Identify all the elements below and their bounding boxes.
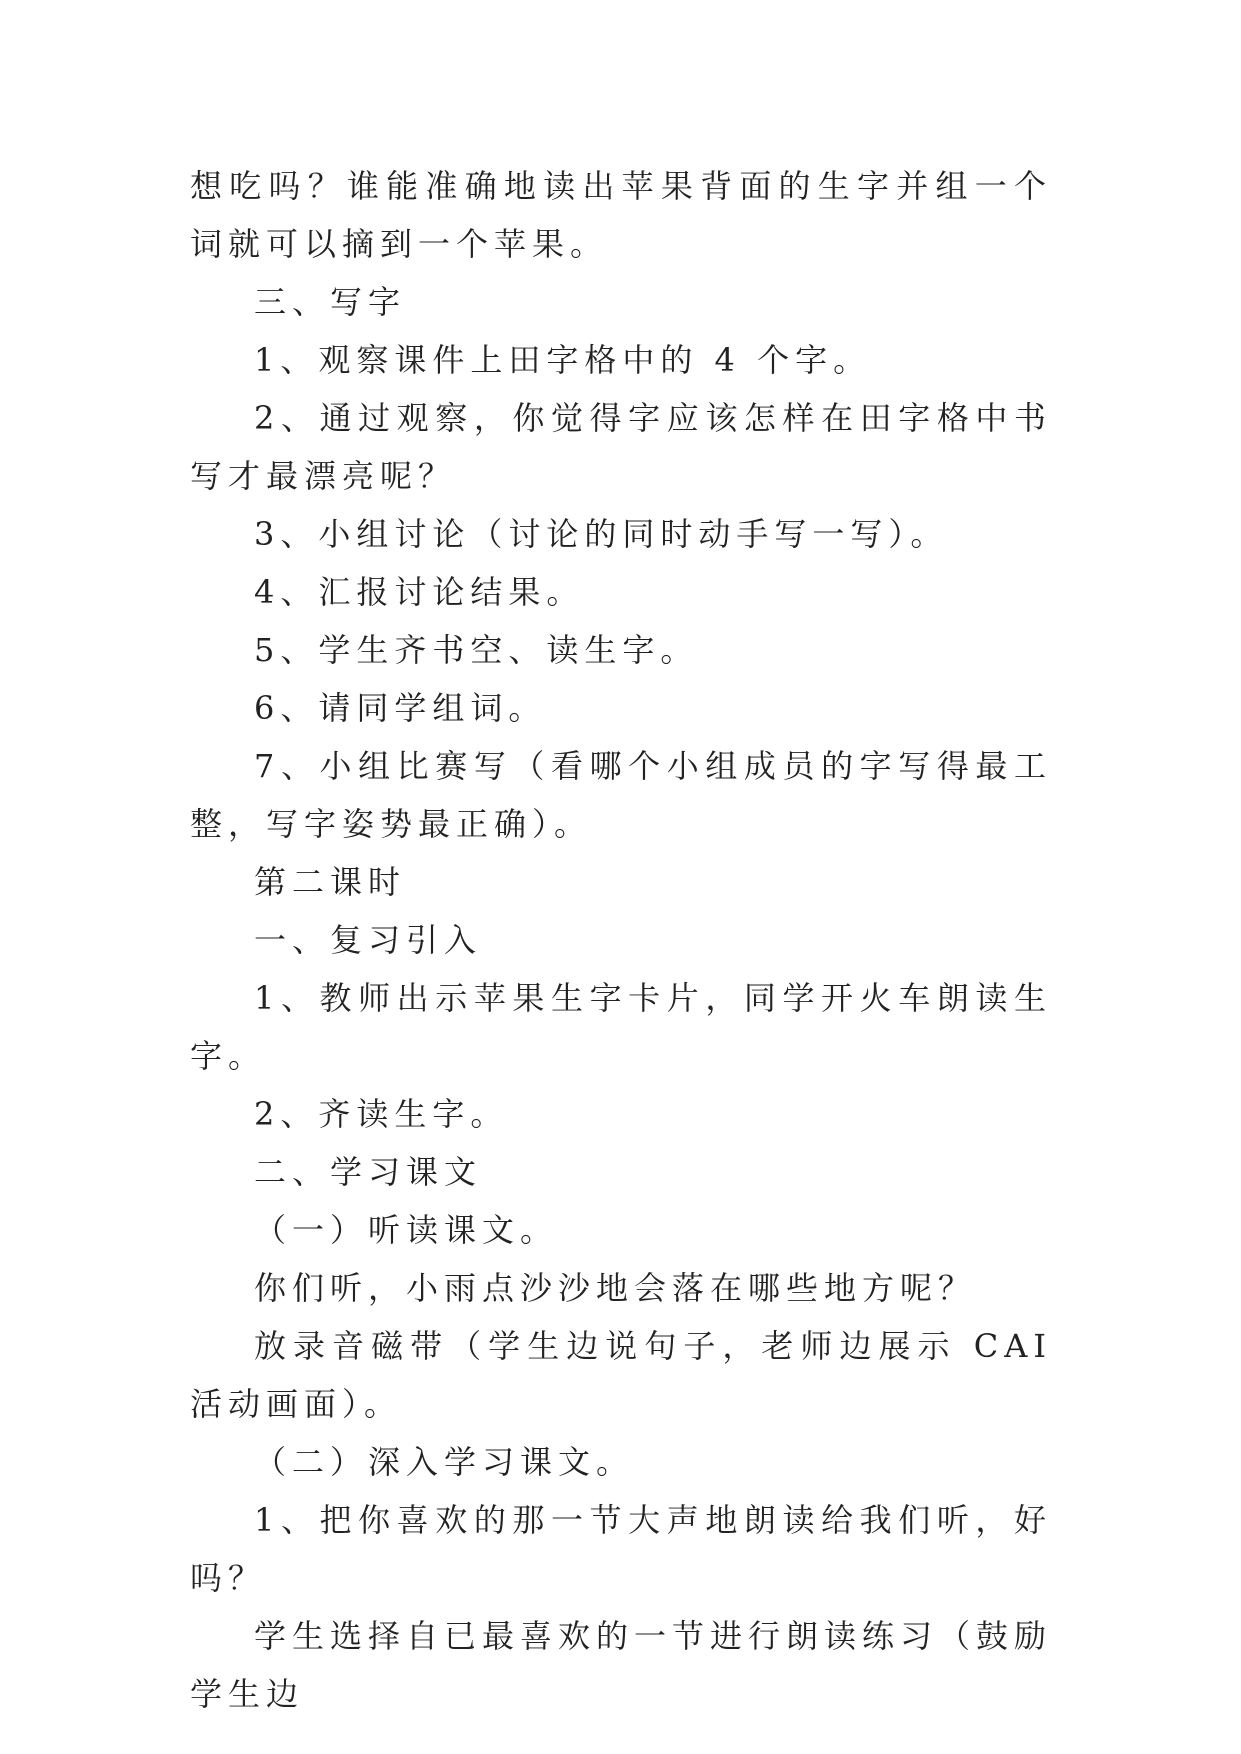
paragraph: 你们听，小雨点沙沙地会落在哪些地方呢？ <box>254 1269 977 1307</box>
subsection-heading: （一）听读课文。 <box>254 1211 559 1249</box>
section-heading: 二、学习课文 <box>254 1153 483 1191</box>
list-item: 2、齐读生字。 <box>254 1095 509 1133</box>
list-item: 5、学生齐书空、读生字。 <box>254 631 699 669</box>
section-heading: 第二课时 <box>254 863 407 901</box>
list-item: 2、通过观察，你觉得字应该怎样在田字格中书写才最漂亮呢？ <box>190 399 1052 495</box>
section-heading: 一、复习引入 <box>254 921 483 959</box>
section-heading: 三、写字 <box>254 283 407 321</box>
list-item: 4、汇报讨论结果。 <box>254 573 585 611</box>
list-item: 7、小组比赛写（看哪个小组成员的字写得最工整，写字姿势最正确）。 <box>190 747 1052 843</box>
subsection-heading: （二）深入学习课文。 <box>254 1443 635 1481</box>
paragraph: 想吃吗？谁能准确地读出苹果背面的生字并组一个词就可以摘到一个苹果。 <box>190 167 1052 263</box>
paragraph: 放录音磁带（学生边说句子，老师边展示 CAI 活动画面）。 <box>190 1327 1052 1423</box>
list-item: 3、小组讨论（讨论的同时动手写一写）。 <box>254 515 949 553</box>
paragraph: 学生选择自已最喜欢的一节进行朗读练习（鼓励学生边 <box>190 1617 1053 1713</box>
list-item: 6、请同学组词。 <box>254 689 547 727</box>
document-body <box>190 157 1052 1723</box>
list-item: 1、观察课件上田字格中的 4 个字。 <box>254 341 872 379</box>
list-item: 1、教师出示苹果生字卡片，同学开火车朗读生字。 <box>190 979 1052 1075</box>
list-item: 1、把你喜欢的那一节大声地朗读给我们听，好吗？ <box>190 1501 1052 1597</box>
